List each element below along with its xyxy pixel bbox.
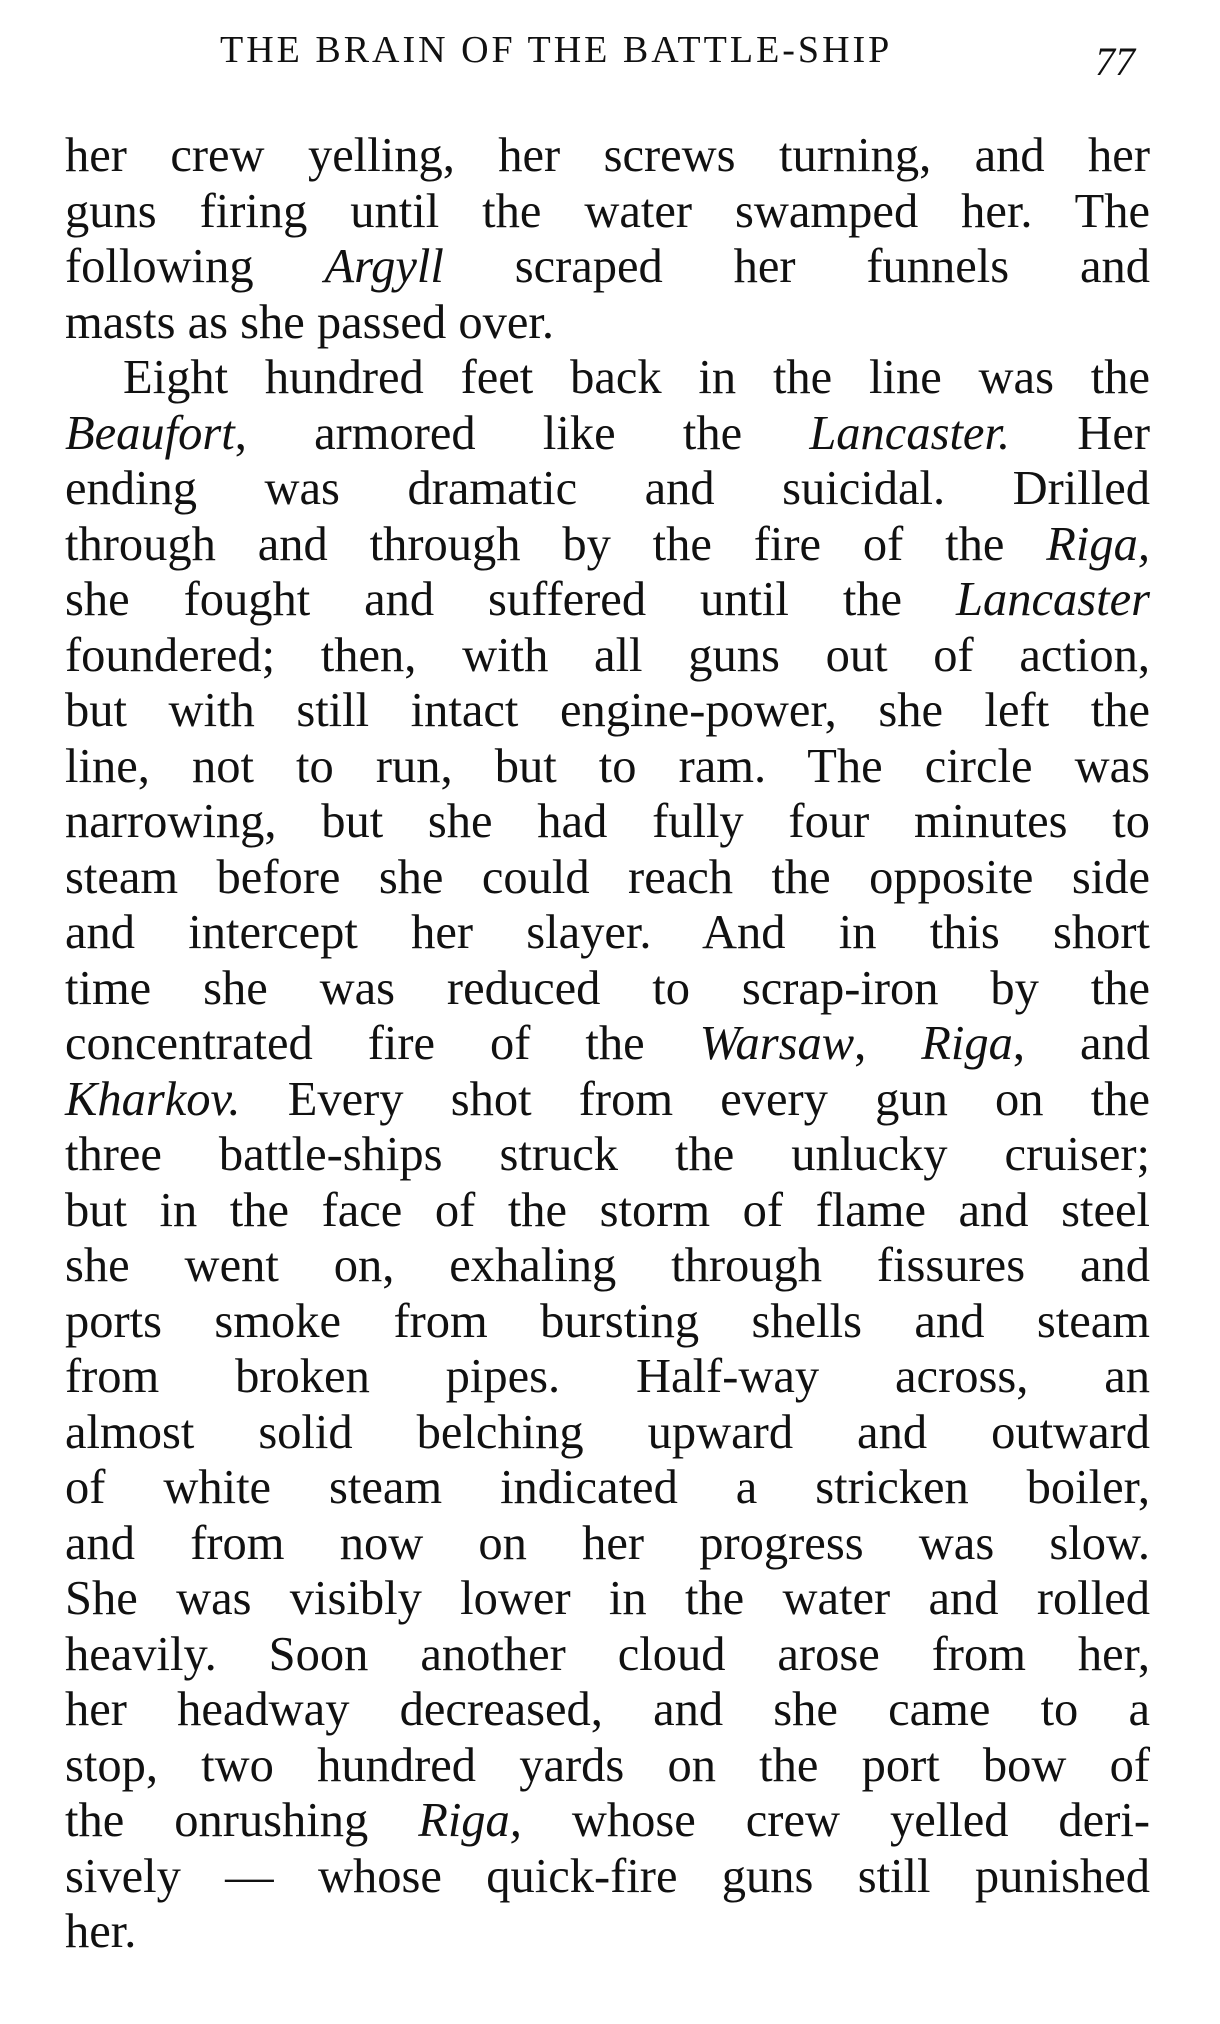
text-line: but with still intact engine-power, she left the [65, 684, 1150, 737]
text-line: she went on, exhaling through fissures and [65, 1239, 1150, 1292]
text-line: Kharkov. Every shot from every gun on the [65, 1072, 1150, 1126]
text-line: three battle-ships struck the unlucky cruiser; [65, 1128, 1150, 1181]
ship-name: Lancaster. [809, 406, 1011, 460]
text-line: line, not to run, but to ram. The circle was [65, 739, 1150, 793]
text-line: of white steam indicated a stricken boiler, [65, 1461, 1150, 1514]
text-line: steam before she could reach the opposite side [65, 850, 1150, 904]
running-title: THE BRAIN OF THE BATTLE-SHIP [220, 29, 893, 71]
text-line: and from now on her progress was slow. [65, 1516, 1150, 1570]
text-line: narrowing, but she had fully four minutes to [65, 795, 1150, 848]
ship-name: Riga [921, 1017, 1013, 1070]
text-line: Beaufort, armored like the Lancaster. Her [65, 406, 1151, 460]
body-text [65, 128, 1150, 1960]
text-line: the onrushing Riga, whose crew yelled deri- [65, 1794, 1150, 1847]
ship-name: Argyll [324, 240, 444, 293]
text-line: but in the face of the storm of flame and steel [65, 1183, 1150, 1237]
ship-name: Riga, [1046, 517, 1150, 571]
ship-name: Riga, [418, 1794, 522, 1847]
ship-name: Kharkov. [65, 1072, 241, 1126]
text-line: ending was dramatic and suicidal. Drilled [65, 462, 1150, 515]
text-line: foundered; then, with all guns out of action, [65, 628, 1150, 682]
text-line: from broken pipes. Half-way across, an [65, 1350, 1150, 1403]
text-line: and intercept her slayer. And in this short [65, 906, 1150, 959]
text-line: her crew yelling, her screws turning, and her [65, 129, 1150, 182]
ship-name: Beaufort [65, 406, 235, 460]
ship-name: Lancaster [956, 573, 1150, 626]
running-header [220, 28, 1150, 84]
ship-name: Warsaw [699, 1017, 855, 1070]
text-line: ports smoke from bursting shells and steam [65, 1294, 1150, 1348]
text-line: her headway decreased, and she came to a [65, 1683, 1150, 1736]
text-line: her. [65, 1905, 137, 1958]
text-line: stop, two hundred yards on the port bow of [65, 1738, 1150, 1792]
paragraph-first-line: Eight hundred feet back in the line was the [123, 351, 1150, 404]
text-line: time she was reduced to scrap-iron by the [65, 961, 1150, 1015]
text-line: through and through by the fire of the Riga, [65, 517, 1150, 571]
text-line: following Argyll scraped her funnels and [65, 240, 1150, 293]
text-line: guns firing until the water swamped her. The [65, 184, 1150, 238]
text-line: sively — whose quick-fire guns still punished [65, 1849, 1150, 1903]
text-line: She was visibly lower in the water and rolled [65, 1572, 1150, 1625]
text-line: almost solid belching upward and outward [65, 1405, 1150, 1459]
page-number: 77 [1095, 39, 1135, 84]
text-line: masts as she passed over. [65, 295, 554, 349]
text-line: she fought and suffered until the Lancaster [65, 573, 1150, 626]
text-line: heavily. Soon another cloud arose from her, [65, 1627, 1150, 1681]
text-line: concentrated fire of the Warsaw, Riga, and [65, 1017, 1151, 1070]
